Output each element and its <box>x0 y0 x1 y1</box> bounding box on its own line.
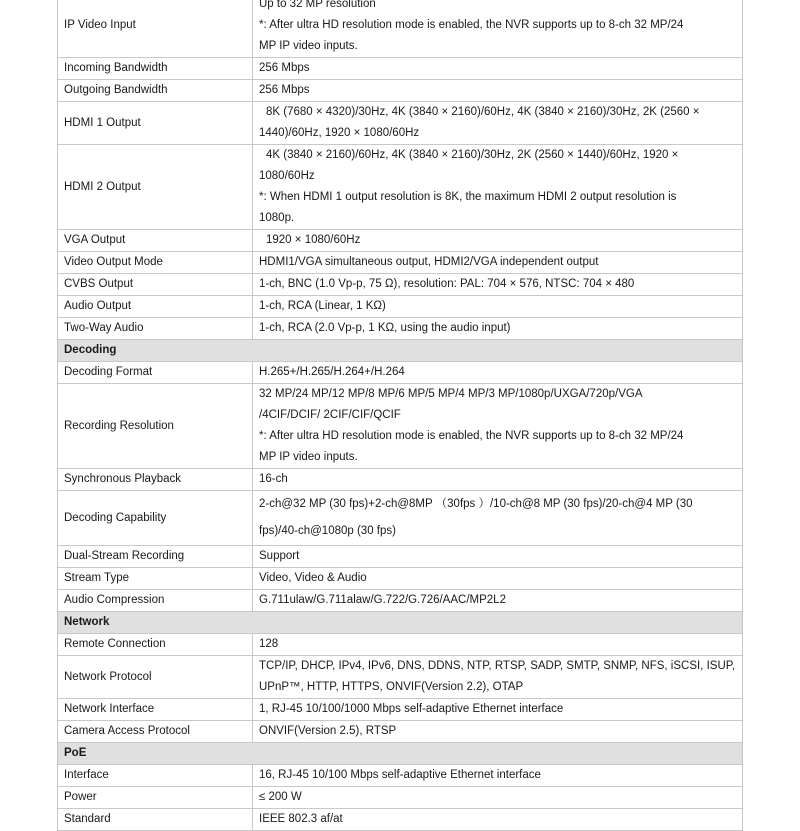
spec-row <box>58 787 743 809</box>
spec-value-line: UPnP™, HTTP, HTTPS, ONVIF(Version 2.2), OTAP <box>259 681 524 693</box>
spec-label: Video Output Mode <box>58 252 253 274</box>
specification-table <box>57 0 743 831</box>
spec-row <box>58 568 743 590</box>
spec-row <box>58 145 743 230</box>
spec-row <box>58 590 743 612</box>
spec-value-line: 16, RJ-45 10/100 Mbps self-adaptive Ethernet interface <box>259 769 541 781</box>
spec-row <box>58 656 743 699</box>
spec-row <box>58 252 743 274</box>
spec-value <box>253 252 743 274</box>
spec-value-line: Video, Video & Audio <box>259 572 367 584</box>
spec-row <box>58 721 743 743</box>
spec-label: IP Video Input <box>58 0 253 58</box>
spec-label: VGA Output <box>58 230 253 252</box>
spec-value-line: IEEE 802.3 af/at <box>259 813 343 825</box>
spec-value <box>253 0 743 58</box>
spec-label: Stream Type <box>58 568 253 590</box>
spec-value <box>253 699 743 721</box>
spec-label: Incoming Bandwidth <box>58 58 253 80</box>
spec-label: HDMI 1 Output <box>58 102 253 145</box>
spec-value <box>253 145 743 230</box>
spec-value-line: 1-ch, RCA (2.0 Vp-p, 1 KΩ, using the audio input) <box>259 322 511 334</box>
spec-value <box>253 809 743 831</box>
spec-value <box>253 296 743 318</box>
spec-label: Two-Way Audio <box>58 318 253 340</box>
spec-row <box>58 274 743 296</box>
spec-row <box>58 491 743 546</box>
spec-value-line: fps)/40-ch@1080p (30 fps) <box>259 525 396 537</box>
spec-value-line: 1080p. <box>259 212 295 224</box>
spec-value-line: HDMI1/VGA simultaneous output, HDMI2/VGA independent output <box>259 256 599 268</box>
spec-value-line: ≤ 200 W <box>259 791 302 803</box>
spec-label: Audio Compression <box>58 590 253 612</box>
spec-value-line: 16-ch <box>259 473 288 485</box>
spec-label: Network Interface <box>58 699 253 721</box>
spec-value <box>253 765 743 787</box>
spec-value <box>253 491 743 546</box>
specification-table-body <box>58 0 743 831</box>
spec-value-line: TCP/IP, DHCP, IPv4, IPv6, DNS, DDNS, NTP, RTSP, SADP, SMTP, SNMP, NFS, iSCSI, ISUP, <box>259 660 736 672</box>
spec-value-line: 8K (7680 × 4320)/30Hz, 4K (3840 × 2160)/60Hz, 4K (3840 × 2160)/30Hz, 2K (2560 × <box>266 106 700 118</box>
spec-value-line: 256 Mbps <box>259 84 310 96</box>
spec-row <box>58 0 743 58</box>
spec-value <box>253 274 743 296</box>
spec-value-line: *: After ultra HD resolution mode is enabled, the NVR supports up to 8-ch 32 MP/24 <box>259 430 684 442</box>
spec-value-line: 4K (3840 × 2160)/60Hz, 4K (3840 × 2160)/30Hz, 2K (2560 × 1440)/60Hz, 1920 × <box>266 149 679 161</box>
spec-value-line: 32 MP/24 MP/12 MP/8 MP/6 MP/5 MP/4 MP/3 MP/1080p/UXGA/720p/VGA <box>259 388 643 400</box>
spec-label: Recording Resolution <box>58 384 253 469</box>
spec-label: Decoding Format <box>58 362 253 384</box>
spec-value-line: MP IP video inputs. <box>259 451 358 463</box>
spec-row <box>58 362 743 384</box>
spec-value-line: *: When HDMI 1 output resolution is 8K, the maximum HDMI 2 output resolution is <box>259 191 677 203</box>
spec-value-line: 1, RJ-45 10/100/1000 Mbps self-adaptive Ethernet interface <box>259 703 564 715</box>
spec-value-line: 1-ch, RCA (Linear, 1 KΩ) <box>259 300 386 312</box>
spec-value <box>253 80 743 102</box>
spec-value-line: /4CIF/DCIF/ 2CIF/CIF/QCIF <box>259 409 401 421</box>
spec-value-line: *: After ultra HD resolution mode is enabled, the NVR supports up to 8-ch 32 MP/24 <box>259 19 684 31</box>
spec-value-line: 1080/60Hz <box>259 170 315 182</box>
spec-label: Network Protocol <box>58 656 253 699</box>
spec-value-line: H.265+/H.265/H.264+/H.264 <box>259 366 405 378</box>
spec-value-line: G.711ulaw/G.711alaw/G.722/G.726/AAC/MP2L2 <box>259 594 506 606</box>
spec-label: Outgoing Bandwidth <box>58 80 253 102</box>
spec-value <box>253 102 743 145</box>
spec-value <box>253 230 743 252</box>
spec-value-line: 1-ch, BNC (1.0 Vp-p, 75 Ω), resolution: PAL: 704 × 576, NTSC: 704 × 480 <box>259 278 635 290</box>
spec-label: Remote Connection <box>58 634 253 656</box>
spec-value <box>253 362 743 384</box>
spec-value <box>253 318 743 340</box>
section-title: Network <box>58 612 743 634</box>
spec-value-line: MP IP video inputs. <box>259 40 358 52</box>
spec-value <box>253 546 743 568</box>
spec-row <box>58 384 743 469</box>
spec-value <box>253 721 743 743</box>
spec-value-line: ONVIF(Version 2.5), RTSP <box>259 725 397 737</box>
spec-row <box>58 765 743 787</box>
spec-value-line: 256 Mbps <box>259 62 310 74</box>
spec-label: HDMI 2 Output <box>58 145 253 230</box>
spec-value-line: 1440)/60Hz, 1920 × 1080/60Hz <box>259 127 420 139</box>
spec-value-line: 128 <box>259 638 279 650</box>
spec-row <box>58 469 743 491</box>
spec-label: Standard <box>58 809 253 831</box>
spec-value-line: 2-ch@32 MP (30 fps)+2-ch@8MP （30fps ）/10-ch@8 MP (30 fps)/20-ch@4 MP (30 <box>259 498 693 510</box>
spec-value <box>253 568 743 590</box>
spec-label: CVBS Output <box>58 274 253 296</box>
spec-label: Dual-Stream Recording <box>58 546 253 568</box>
spec-value <box>253 58 743 80</box>
spec-row <box>58 634 743 656</box>
spec-row <box>58 80 743 102</box>
spec-row <box>58 546 743 568</box>
spec-label: Camera Access Protocol <box>58 721 253 743</box>
spec-label: Audio Output <box>58 296 253 318</box>
spec-row <box>58 318 743 340</box>
spec-row <box>58 230 743 252</box>
section-header-decoding <box>58 340 743 362</box>
spec-value <box>253 656 743 699</box>
spec-row <box>58 102 743 145</box>
section-title: Decoding <box>58 340 743 362</box>
spec-label: Synchronous Playback <box>58 469 253 491</box>
spec-label: Decoding Capability <box>58 491 253 546</box>
spec-row <box>58 296 743 318</box>
spec-label: Power <box>58 787 253 809</box>
spec-value <box>253 469 743 491</box>
spec-row <box>58 809 743 831</box>
spec-value <box>253 634 743 656</box>
spec-label: Interface <box>58 765 253 787</box>
spec-value <box>253 787 743 809</box>
spec-row <box>58 58 743 80</box>
spec-value-line: Up to 32 MP resolution <box>259 0 376 10</box>
spec-value-line: Support <box>259 550 300 562</box>
spec-row <box>58 699 743 721</box>
spec-value <box>253 590 743 612</box>
section-header-poe <box>58 743 743 765</box>
spec-value <box>253 384 743 469</box>
spec-value-line: 1920 × 1080/60Hz <box>266 234 361 246</box>
section-title: PoE <box>58 743 743 765</box>
section-header-network <box>58 612 743 634</box>
